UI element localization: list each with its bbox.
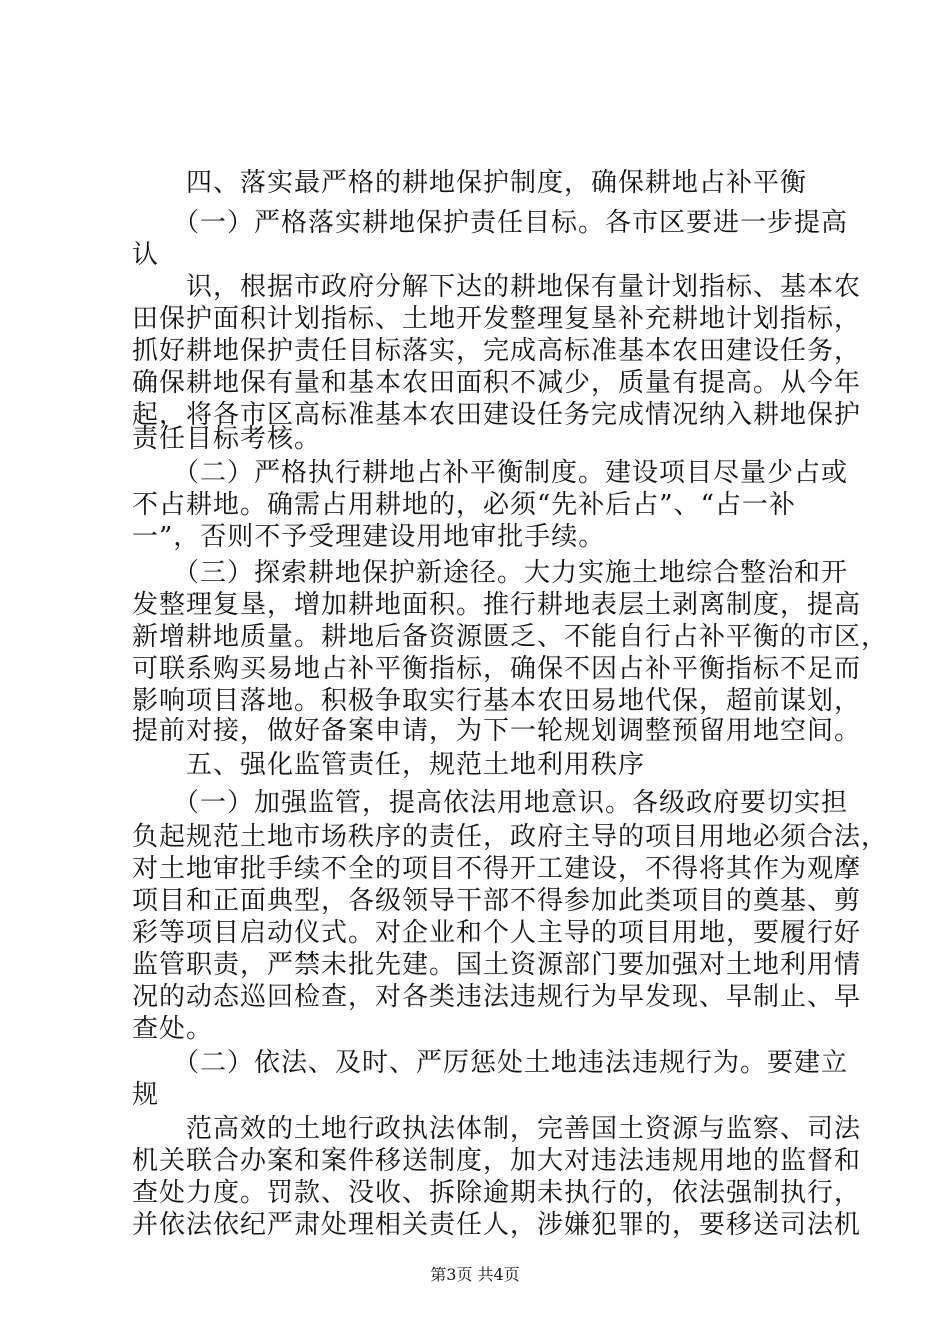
text-line: 四、落实最严格的耕地保护制度，确保耕地占补平衡 [132, 168, 808, 198]
text-line: 起，将各市区高标准基本农田建设任务完成情况纳入耕地保护 [132, 400, 862, 430]
text-line: （三）探索耕地保护新途径。大力实施土地综合整治和开 [132, 558, 849, 588]
text-line: 对土地审批手续不全的项目不得开工建设，不得将其作为观摩 [132, 854, 862, 884]
text-line: 确保耕地保有量和基本农田面积不减少，质量有提高。从今年 [132, 368, 862, 398]
text-line: 规 [132, 1080, 160, 1110]
text-line: 不占耕地。确需占用耕地的，必须“先补后占”、“占一补 [132, 490, 796, 520]
text-line: 机关联合办案和案件移送制度，加大对违法违规用地的监督和 [132, 1146, 862, 1176]
text-line: （一）严格落实耕地保护责任目标。各市区要进一步提高 [132, 208, 849, 238]
text-line: 责任目标考核。 [132, 424, 322, 454]
text-line: 新增耕地质量。耕地后备资源匮乏、不能自行占补平衡的市区， [132, 622, 889, 652]
text-line: 项目和正面典型，各级领导干部不得参加此类项目的奠基、剪 [132, 886, 862, 916]
text-line: 范高效的土地行政执法体制，完善国土资源与监察、司法 [132, 1114, 862, 1144]
page-number: 第3页 共4页 [430, 1265, 520, 1284]
text-line: 发整理复垦，增加耕地面积。推行耕地表层土剥离制度，提高 [132, 590, 862, 620]
text-line: 识，根据市政府分解下达的耕地保有量计划指标、基本农 [132, 272, 862, 302]
text-line: 认 [132, 240, 160, 270]
text-line: （二）严格执行耕地占补平衡制度。建设项目尽量少占或 [132, 458, 849, 488]
text-line: 抓好耕地保护责任目标落实，完成高标准基本农田建设任务， [132, 336, 862, 366]
text-line: 查处。 [132, 1014, 214, 1044]
text-line: 监管职责，严禁未批先建。国土资源部门要加强对土地利用情 [132, 950, 862, 980]
text-line: 可联系购买易地占补平衡指标，确保不因占补平衡指标不足而 [132, 654, 862, 684]
text-line: 影响项目落地。积极争取实行基本农田易地代保，超前谋划， [132, 686, 862, 716]
text-line: 五、强化监管责任，规范土地利用秩序 [132, 750, 646, 780]
text-line: 查处力度。罚款、没收、拆除逾期未执行的，依法强制执行， [132, 1178, 862, 1208]
text-line: （二）依法、及时、严厉惩处土地违法违规行为。要建立 [132, 1048, 849, 1078]
text-line: 一”，否则不予受理建设用地审批手续。 [132, 522, 606, 552]
text-line: （一）加强监管，提高依法用地意识。各级政府要切实担 [132, 788, 849, 818]
text-line: 田保护面积计划指标、土地开发整理复垦补充耕地计划指标， [132, 304, 862, 334]
text-line: 彩等项目启动仪式。对企业和个人主导的项目用地，要履行好 [132, 918, 862, 948]
text-line: 提前对接，做好备案申请，为下一轮规划调整预留用地空间。 [132, 716, 862, 746]
text-line: 负起规范土地市场秩序的责任，政府主导的项目用地必须合法， [132, 822, 889, 852]
text-line: 并依法依纪严肃处理相关责任人，涉嫌犯罪的，要移送司法机 [132, 1210, 862, 1240]
text-line: 况的动态巡回检查，对各类违法违规行为早发现、早制止、早 [132, 982, 862, 1012]
